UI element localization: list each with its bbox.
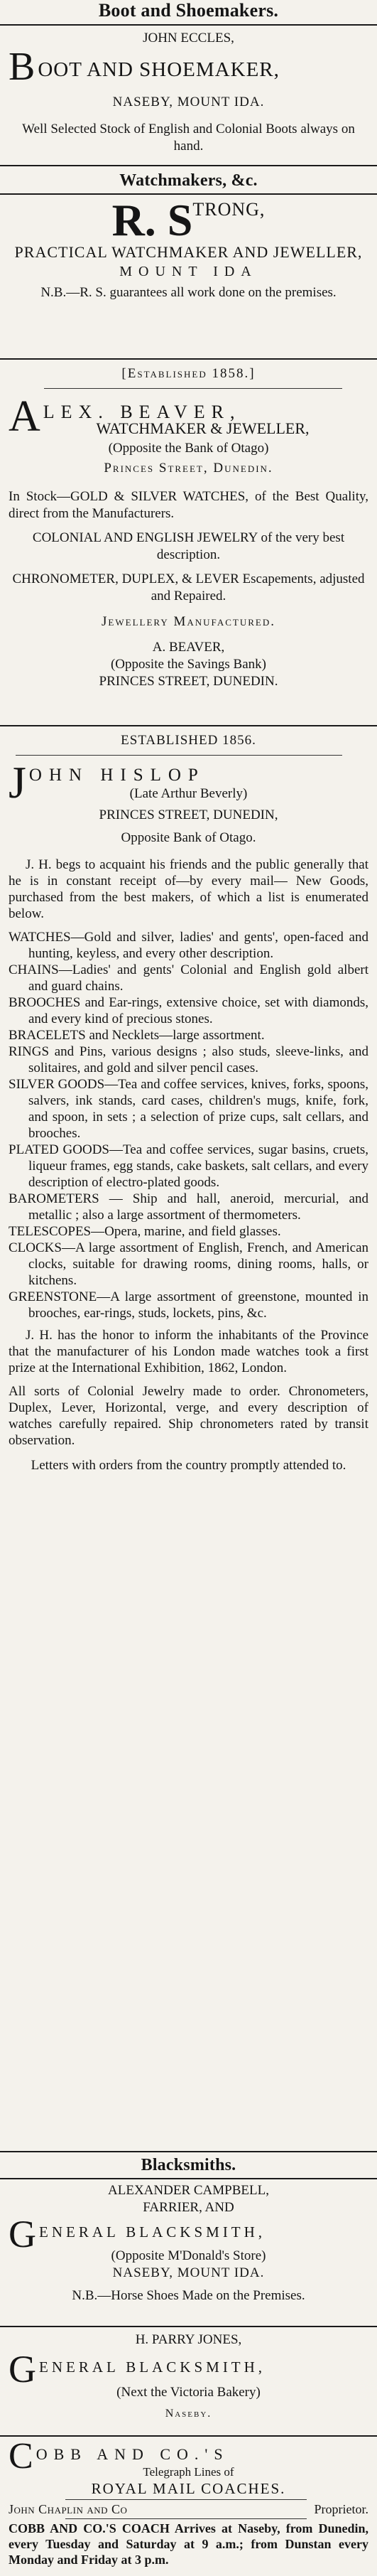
beaver-street: Princes Street, Dunedin. — [104, 461, 273, 476]
hislop-name-rest: OHN HISLOP — [28, 766, 205, 785]
hislop-items — [9, 929, 368, 1321]
hislop-established: ESTABLISHED 1856. — [121, 733, 256, 748]
smiths-section — [0, 2155, 377, 2175]
hislop-item-greenstone: GREENSTONE—A large assortment of greenstone, mounted in brooches, ear-rings, studs, lockets, pins, &c. — [9, 1289, 368, 1321]
hislop-advert — [0, 732, 377, 1474]
watch-name-initials: R. S — [111, 195, 193, 245]
campbell-place: NASEBY, MOUNT IDA. — [112, 2265, 265, 2280]
beaver-name-rest: LEX. BEAVER, — [43, 402, 241, 422]
campbell-initial: G — [9, 2213, 36, 2255]
cobb-coaches: ROYAL MAIL COACHES. — [91, 2480, 286, 2497]
rule — [0, 2326, 377, 2327]
cobb-advert — [0, 2436, 377, 2567]
rule — [0, 165, 377, 166]
watch-trade: PRACTICAL WATCHMAKER AND JEWELLER, — [14, 243, 363, 261]
beaver-initial: A — [9, 392, 40, 441]
watch-place: MOUNT IDA — [119, 264, 258, 279]
hislop-intro: J. H. begs to acquaint his friends and the public generally that he is in constant receipt of—by every mail— New Goods, purchased from the best makers, of which a list is enumerated below. — [9, 857, 368, 921]
hislop-honor: J. H. has the honor to inform the inhabitants of the Province that the manufacturer of his London made watches took a first prize at the International Exhibition, 1862, London. — [9, 1328, 368, 1375]
beaver-established: [Established 1858.] — [121, 366, 256, 381]
jones-place: Naseby. — [165, 2408, 212, 2420]
hislop-item-watches: WATCHES—Gold and silver, ladies' and gents', open-faced and hunting, keyless, and every other description. — [9, 930, 368, 961]
cobb-lines: Telegraph Lines of — [143, 2465, 234, 2479]
hislop-item-telescopes: TELESCOPES—Opera, marine, and field glasses. — [9, 1224, 281, 1239]
campbell-advert — [0, 2182, 377, 2304]
boot-trade — [9, 45, 368, 89]
jones-name: H. PARRY JONES, — [135, 2332, 242, 2347]
boot-section — [0, 0, 377, 21]
hislop-item-chains: CHAINS—Ladies' and gents' Colonial and English gold albert and guard chains. — [9, 962, 368, 994]
watch-advert — [0, 195, 377, 301]
beaver-manufactured: Jewellery Manufactured. — [102, 614, 275, 629]
hislop-item-silver: SILVER GOODS—Tea and coffee services, knives, forks, spoons, salvers, ink stands, card cases, children's mugs, knife, fork, and spoon, in sets ; a selection of prize cups, salt cellars, and brooches. — [9, 1077, 368, 1141]
campbell-opposite: (Opposite M'Donald's Store) — [111, 2248, 266, 2263]
rule — [0, 2435, 377, 2437]
rule — [0, 358, 377, 360]
rule — [16, 755, 342, 756]
beaver-jewelry: COLONIAL AND ENGLISH JEWELRY of the very best description. — [32, 530, 345, 562]
boot-advert — [0, 30, 377, 155]
cobb-proprietor-name: John Chaplin and Co — [9, 2502, 128, 2516]
beaver-opposite: (Opposite the Bank of Otago) — [108, 441, 269, 456]
watch-name — [9, 195, 368, 245]
rule — [0, 2151, 377, 2152]
hislop-late: (Late Arthur Beverly) — [129, 786, 248, 801]
hislop-item-plated: PLATED GOODS—Tea and coffee services, sugar basins, cruets, liqueur frames, egg stands, cake baskets, salt cellars, and every description of electro-plated goods. — [9, 1142, 368, 1190]
boot-name: JOHN ECCLES, — [143, 31, 234, 45]
cobb-initial: C — [9, 2436, 33, 2476]
hislop-opposite: Opposite Bank of Otago. — [121, 830, 256, 845]
beaver-sig-opposite: (Opposite the Savings Bank) — [110, 657, 266, 672]
beaver-sig-name: A. BEAVER, — [152, 640, 225, 655]
beaver-trade: WATCHMAKER & JEWELLER, — [96, 419, 310, 437]
beaver-stock: In Stock—GOLD & SILVER WATCHES, of the Best Quality, direct from the Manufacturers. — [9, 489, 368, 521]
rule — [0, 2178, 377, 2179]
boot-trade-initial: B — [9, 45, 35, 89]
watch-note: N.B.—R. S. guarantees all work done on the premises. — [40, 285, 337, 300]
jones-initial: G — [9, 2348, 36, 2390]
watch-name-rest: TRONG, — [192, 199, 266, 220]
campbell-trade1: FARRIER, AND — [143, 2200, 234, 2215]
beaver-sig-street: PRINCES STREET, DUNEDIN. — [99, 674, 278, 689]
hislop-item-rings: RINGS and Pins, various designs ; also studs, sleeve-links, and solitaires, and gold and silver pencil cases. — [9, 1044, 368, 1075]
hislop-letters: Letters with orders from the country promptly attended to. — [31, 1458, 346, 1473]
campbell-trade2 — [9, 2213, 368, 2255]
cobb-schedule: COBB AND CO.'S COACH Arrives at Naseby, from Dunedin, every Tuesday and Saturday at 9 a.m.; from Dunstan every Monday and Friday at 3 p.m. — [9, 2521, 368, 2567]
campbell-name: ALEXANDER CAMPBELL, — [108, 2183, 269, 2198]
jones-trade-rest: ENERAL BLACKSMITH, — [39, 2358, 266, 2376]
boot-trade-rest: OOT AND SHOEMAKER, — [38, 58, 280, 81]
watch-heading: Watchmakers, &c. — [119, 171, 258, 190]
rule — [0, 24, 377, 26]
jones-trade — [9, 2348, 368, 2390]
hislop-initial: J — [9, 757, 26, 807]
beaver-chrono: CHRONOMETER, DUPLEX, & LEVER Escapements, adjusted and Repaired. — [12, 571, 365, 603]
boot-heading: Boot and Shoemakers. — [98, 0, 279, 21]
boot-address: NASEBY, MOUNT IDA. — [112, 95, 265, 109]
jones-next: (Next the Victoria Bakery) — [116, 2385, 261, 2400]
hislop-colonial: All sorts of Colonial Jewelry made to order. Chronometers, Duplex, Lever, Horizontal, verge, and every description of watches carefully repaired. Ship chronometers rated by transit observation. — [9, 1384, 368, 1448]
rule — [0, 725, 377, 726]
hislop-item-clocks: CLOCKS—A large assortment of English, French, and American clocks, suitable for drawing rooms, dining rooms, halls, or kitchens. — [9, 1240, 368, 1288]
rule — [65, 2499, 307, 2500]
watch-section — [0, 171, 377, 190]
rule — [65, 2518, 307, 2519]
cobb-name-rest: OBB AND CO.'S — [35, 2445, 229, 2463]
rule — [44, 388, 342, 389]
beaver-advert — [0, 365, 377, 690]
hislop-item-brooches: BROOCHES and Ear-rings, extensive choice, set with diamonds, and every kind of precious stones. — [9, 995, 368, 1026]
cobb-proprietor-label: Proprietor. — [314, 2502, 368, 2516]
hislop-street: PRINCES STREET, DUNEDIN, — [99, 807, 278, 822]
cobb-proprietor-row — [9, 2501, 368, 2517]
smiths-heading: Blacksmiths. — [141, 2156, 236, 2174]
campbell-trade2-rest: ENERAL BLACKSMITH, — [39, 2223, 266, 2240]
hislop-item-barometers: BAROMETERS — Ship and hall, aneroid, mercurial, and metallic ; also a large assortment of thermometers. — [9, 1191, 368, 1223]
boot-text: Well Selected Stock of English and Colonial Boots always on hand. — [22, 122, 355, 154]
hislop-item-bracelets: BRACELETS and Necklets—large assortment. — [9, 1028, 265, 1043]
jones-advert — [0, 2331, 377, 2422]
campbell-note: N.B.—Horse Shoes Made on the Premises. — [72, 2288, 305, 2303]
